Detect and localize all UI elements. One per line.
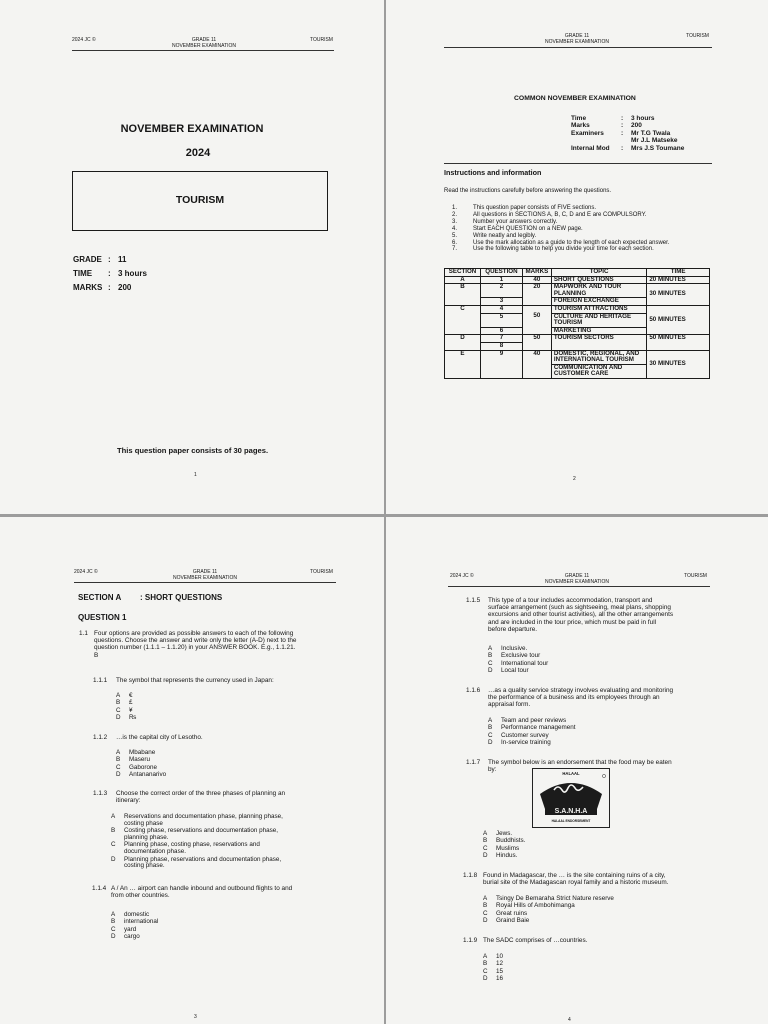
question-1-1-3: Choose the correct order of the three phases of planning an itinerary:: [116, 790, 286, 805]
page-number: 4: [568, 1017, 571, 1023]
meta-block: Time : 3 hours Marks : 200 Examiners : Mr T.G Twala Mr J.L Matseke Internal Mod : Mrs J.S Toumane: [571, 115, 685, 152]
instructions-list: 1. This question paper consists of FIVE sections. 2. All questions in SECTIONS A, B, C, D and E are COMPULSORY. 3. Number your answers correctly. 4. Start EACH QUESTION on a NEW page. 5. Write neatly and legibly. 6. Use the mark allocation as a guide to the length of each expected answer. 7. Use the following table to help you divide your time for each section.: [452, 205, 670, 253]
question-1-1-4: A / An … airport can handle inbound and outbound flights to and from other countries.: [111, 885, 293, 900]
grade-value: 11: [118, 255, 127, 264]
header-grade: GRADE 11: [564, 33, 590, 39]
question-title: QUESTION 1: [78, 613, 127, 622]
instructions-heading: Instructions and information: [444, 168, 542, 177]
header-code: 2024 JC ©: [72, 37, 96, 43]
page-number: 1: [194, 472, 197, 478]
exam-year: 2024: [185, 147, 211, 159]
instructions-intro: Read the instructions carefully before answering the questions.: [444, 188, 612, 194]
options-1-1-1: A € B £ C ¥ D ₨: [116, 692, 137, 721]
table-row: D 7 50 TOURISM SECTORS 50 MINUTES: [445, 335, 710, 343]
question-1-1-6: …as a quality service strategy involves evaluating and monitoring the performance of a business and its employees through an appraisal form.: [488, 687, 674, 709]
options-1-1-6: A Team and peer reviews B Performance management C Customer survey D In-service training: [488, 717, 576, 746]
section-rule: [444, 163, 712, 164]
header-grade: GRADE 11: [564, 573, 590, 579]
table-row: 5 50 CULTURE AND HERITAGE TOURISM: [445, 313, 710, 327]
page-4: 2024 JC © GRADE 11 NOVEMBER EXAMINATION TOURISM 1.1.5 This type of a tour includes accommodation, transport and surface arrangement (such as sightseeing, meal plans, shopping excursions and other tourist activities), all the other arrangements and are included in the tour price, which must be paid in full before departure. A Inclusive. B Exclusive tour C International tour D Local tour 1.1.6 …as a quality service strategy involves evaluating and monitoring the performance of a business and its employees through an appraisal form. A Team and peer reviews B Performance management C Customer survey D In-service training 1.1.7 The symbol below is an endorsement that the food may be eaten by: HALAAL S.A.N.H.A HALAAL ENDORSEMENT A Jews. B Buddhists. C Muslims D Hindus. 1.1.8 Found in Madagascar, the … is the site containing ruins of a city, burial site of the Madagascan royal family and a historic museum. A Tsingy De Bemaraha Strict Nature reserve B Royal Hills of Ambohimanga C Great ruins D Graind Baie 1.1.9 The SADC comprises of …countries. A 10 B 12 C 15 D 16 4: [386, 517, 768, 1024]
options-1-1-9: A 10 B 12 C 15 D 16: [483, 953, 504, 982]
header-grade: GRADE 11: [191, 37, 217, 43]
options-1-1-8: A Tsingy De Bemaraha Strict Nature reserve B Royal Hills of Ambohimanga C Great ruins D Graind Baie: [483, 895, 614, 924]
subject-title: TOURISM: [175, 194, 225, 206]
svg-text:S.A.N.H.A: S.A.N.H.A: [554, 808, 588, 815]
svg-text:HALAAL ENDORSEMENT: HALAAL ENDORSEMENT: [551, 819, 591, 823]
header-code: 2024 JC ©: [450, 573, 474, 579]
section-label: SECTION A: [78, 593, 122, 602]
header-exam: NOVEMBER EXAMINATION: [171, 43, 237, 49]
time-label: TIME: [73, 269, 93, 278]
grade-label: GRADE: [73, 255, 102, 264]
header-rule: [74, 582, 336, 583]
page-3: 2024 JC © GRADE 11 NOVEMBER EXAMINATION TOURISM SECTION A : SHORT QUESTIONS QUESTION 1 1.1 Four options are provided as possible answers to each of the following questions. Choose the answer and write only the letter (A-D) next to the question number (1.1.1 – 1.1.20) in your ANSWER BOOK. E.g., 1.1.21. B 1.1.1 The symbol that represents the currency used in Japan: A € B £ C ¥ D ₨ 1.1.2 …is the capital city of Lesotho. A Mbabane B Maseru C Gaborone D Antananarivo 1.1.3 Choose the correct order of the three phases of planning an itinerary: A Reservations and documentation phase, planning phase, costing phase B Costing phase, reservations and documentation phase, planning phase. C Planning phase, costing phase, reservations and documentation phase. D Planning phase, reservations and documentation phase, costing phase. 1.1.4 A / An … airport can handle inbound and outbound flights to and from other countries. A domestic B international C yard D cargo 3: [0, 517, 384, 1024]
options-1-1-2: A Mbabane B Maseru C Gaborone D Antananarivo: [116, 749, 167, 778]
question-1-1-9: The SADC comprises of …countries.: [483, 937, 588, 944]
table-row: 6 MARKETING: [445, 327, 710, 335]
header-subject: TOURISM: [310, 569, 333, 575]
halaal-emblem-icon: [532, 768, 610, 828]
header-rule: [448, 586, 710, 587]
options-1-1-3: A Reservations and documentation phase, planning phase, costing phase B Costing phase, reservations and documentation phase, planning phase. C Planning phase, costing phase, reservations and documentation phase. D Planning phase, reservations and documentation phase, costing phase.: [111, 813, 283, 870]
table-row: 8: [445, 342, 710, 350]
question-1-1-1: The symbol that represents the currency used in Japan:: [116, 677, 274, 684]
marks-value: 200: [118, 283, 132, 292]
header-rule: [72, 50, 334, 51]
header-exam: NOVEMBER EXAMINATION: [172, 575, 238, 581]
page-number: 3: [194, 1014, 197, 1020]
header-subject: TOURISM: [310, 37, 333, 43]
header-exam: NOVEMBER EXAMINATION: [544, 579, 610, 585]
header-grade: GRADE 11: [192, 569, 218, 575]
header-subject: TOURISM: [684, 573, 707, 579]
page-title: NOVEMBER EXAMINATION: [120, 123, 264, 135]
halaal-logo: [532, 768, 610, 828]
table-row: C 4 TOURISM ATTRACTIONS 50 MINUTES: [445, 305, 710, 313]
q1-1-instructions: Four options are provided as possible answers to each of the following questions. Choose the answer and write only the letter (A-D) next to the question number (1.1.1 – 1.1.20) in your ANSWER BOOK. E.g., 1.1.21. B: [94, 630, 297, 659]
options-1-1-7: A Jews. B Buddhists. C Muslims D Hindus.: [483, 830, 526, 859]
time-value: 3 hours: [118, 269, 147, 278]
options-1-1-5: A Inclusive. B Exclusive tour C International tour D Local tour: [488, 645, 549, 674]
pages-note: This question paper consists of 30 pages.: [117, 446, 269, 455]
svg-text:HALAAL: HALAAL: [562, 771, 580, 776]
table-header: SECTION QUESTION MARKS TOPIC TIME: [445, 269, 710, 277]
page-1: 2024 JC © GRADE 11 NOVEMBER EXAMINATION TOURISM NOVEMBER EXAMINATION 2024 TOURISM GRADE : 11 TIME : 3 hours MARKS : 200 This question paper consists of 30 pages. 1: [0, 0, 384, 514]
question-1-1-2: …is the capital city of Lesotho.: [116, 734, 203, 741]
page-number: 2: [573, 476, 576, 482]
table-row: A 1 40 SHORT QUESTIONS 20 MINUTES: [445, 276, 710, 284]
header-exam: NOVEMBER EXAMINATION: [544, 39, 610, 45]
question-1-1-5: This type of a tour includes accommodation, transport and surface arrangement (such as sightseeing, meal plans, shopping excursions and other tourist activities), all the other arrangements and are included in the tour price, which must be paid in full before departure.: [488, 597, 674, 633]
header-rule: [444, 47, 712, 48]
common-exam-title: COMMON NOVEMBER EXAMINATION: [514, 95, 636, 102]
marks-label: MARKS: [73, 283, 103, 292]
question-1-1-8: Found in Madagascar, the … is the site containing ruins of a city, burial site of the Madagascan royal family and a historic museum.: [483, 872, 669, 887]
header-subject: TOURISM: [686, 33, 709, 39]
section-title: : SHORT QUESTIONS: [140, 593, 223, 602]
table-row: 3 FOREIGN EXCHANGE: [445, 298, 710, 306]
options-1-1-4: A domestic B international C yard D cargo: [111, 911, 159, 940]
question-1-1-7: The symbol below is an endorsement that the food may be eaten by:: [488, 759, 672, 774]
subject-box: [72, 171, 328, 231]
page-2: [386, 0, 768, 514]
time-allocation-table: [444, 268, 710, 379]
header-code: 2024 JC ©: [74, 569, 98, 575]
table-row: E 9 40 DOMESTIC, REGIONAL, AND INTERNATIONAL TOURISM COMMUNICATION AND CUSTOMER CARE 30 MINUTES: [445, 350, 710, 378]
table-row: B 2 20 MAPWORK AND TOUR PLANNING 30 MINUTES: [445, 284, 710, 298]
